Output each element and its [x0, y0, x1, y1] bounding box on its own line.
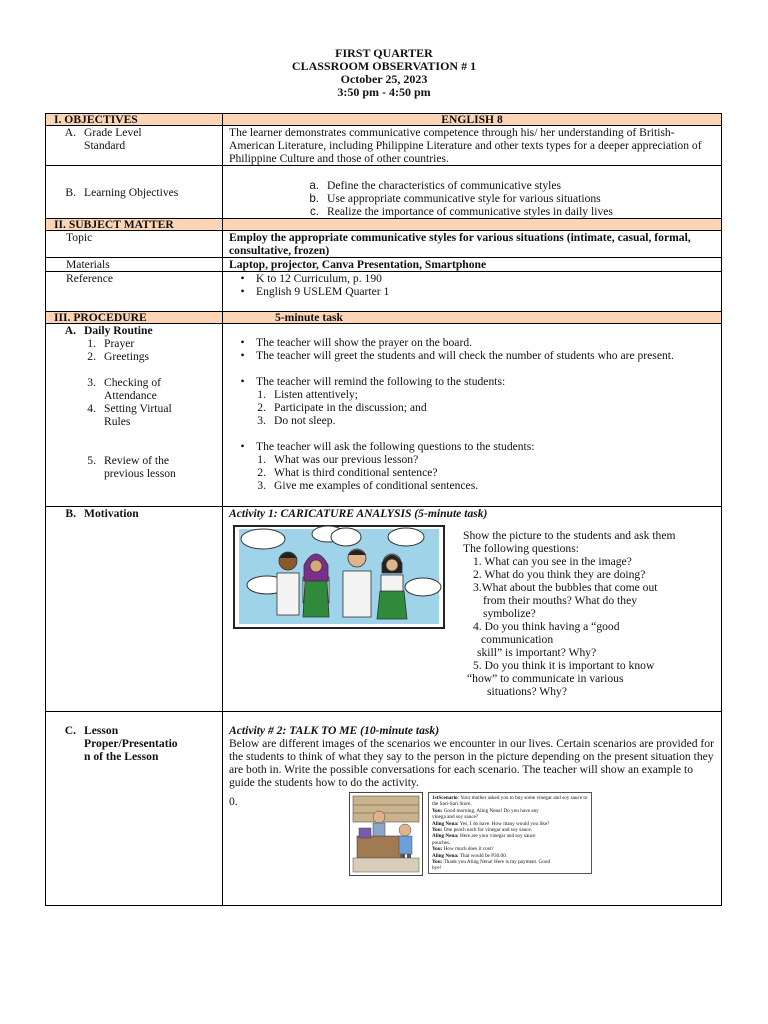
motivation-label: B. Motivation — [65, 507, 139, 520]
scenario-dialogue: 1stScenario: Your mother asked you to buy some vinegar and soy sauce to the Sari-Sari Store. You: Good morning, Aling Nena! Do you have any vinega and soy sauce? Aling Nena: Yes, I do have. How many would you like? You: One peach each for vinegar and soy sauce. Aling Nena: Here are your vinegar and soy sauce pouches. You: How much does it cost? Aling Nena: That would be P30.00. You: Thank you Aling Nena! Here is my payment. Good bye! — [428, 792, 592, 874]
question-line: 3.What about the bubbles that come out — [473, 581, 658, 594]
question-item: 1. What was our previous lesson? — [257, 453, 419, 466]
question-line: situations? Why? — [487, 685, 567, 698]
document-header — [0, 47, 768, 99]
objectives-heading: I. OBJECTIVES — [46, 114, 223, 126]
activity1-title: Activity 1: CARICATURE ANALYSIS (5-minute task) — [229, 507, 488, 520]
lesson-label: C. Lesson Proper/Presentatio n of the Lesson — [64, 724, 178, 763]
question-line: 1. What can you see in the image? — [473, 555, 632, 568]
lesson-plan-table — [45, 113, 722, 906]
topic-row — [46, 231, 722, 258]
materials-label: Materials — [46, 258, 223, 272]
routine-item: 2. Greetings — [87, 350, 150, 363]
procedure-heading-row — [46, 312, 722, 324]
procedure-heading: III. PROCEDURE — [46, 312, 223, 324]
grade-standard-row — [46, 126, 722, 166]
motivation-content — [223, 507, 722, 712]
question-line: symbolize? — [483, 607, 536, 620]
question-line: from their mouths? What do they — [483, 594, 638, 607]
header-date: October 25, 2023 — [340, 72, 428, 86]
daily-routine-row — [46, 324, 722, 507]
materials-text: Laptop, projector, Canva Presentation, Smartphone — [223, 258, 722, 272]
topic-label: Topic — [46, 231, 223, 258]
routine-item: 3. Checking of Attendance — [87, 376, 161, 402]
question-item: 2. What is third conditional sentence? — [257, 466, 438, 479]
header-quarter: FIRST QUARTER — [335, 46, 433, 60]
subject-heading: ENGLISH 8 — [223, 114, 722, 126]
learning-objectives-list: a. Define the characteristics of communicative styles b. Use appropriate communicative style for various situations c. Realize the importance of communicative styles in daily lives — [223, 166, 722, 219]
question-line: 4. Do you think having a “good — [473, 620, 620, 633]
scenario-image — [349, 792, 423, 876]
zero-marker: 0. — [229, 795, 238, 808]
reference-row — [46, 272, 722, 312]
routine-item: 1. Prayer — [87, 337, 135, 350]
objectives-heading-row — [46, 114, 722, 126]
question-line: 2. What do you think they are doing? — [473, 568, 646, 581]
procedure-task: 5-minute task — [223, 312, 722, 324]
question-item: 3. Give me examples of conditional sentences. — [257, 479, 479, 492]
subject-matter-heading-row — [46, 219, 722, 231]
subject-matter-heading: II. SUBJECT MATTER — [46, 219, 223, 231]
learning-objectives-row — [46, 166, 722, 219]
daily-routine-content — [223, 324, 722, 507]
reference-list: • K to 12 Curriculum, p. 190 • English 9 USLEM Quarter 1 — [223, 272, 722, 312]
header-title: CLASSROOM OBSERVATION # 1 — [291, 59, 477, 73]
rule-item: 1. Listen attentively; — [257, 388, 359, 401]
grade-standard-label: A. Grade Level Standard — [64, 126, 142, 152]
routine-item: 5. Review of the previous lesson — [87, 454, 176, 480]
routine-item: 4. Setting Virtual Rules — [87, 402, 172, 428]
materials-row — [46, 258, 722, 272]
daily-routine-label: A. Daily Routine — [64, 324, 153, 337]
activity2-title: Activity # 2: TALK TO ME (10-minute task) — [229, 724, 440, 737]
bullet-item: • The teacher will greet the students and will check the number of students who are present. — [240, 349, 674, 362]
motivation-row — [46, 507, 722, 712]
reference-label: Reference — [46, 272, 223, 312]
rule-item: 2. Participate in the discussion; and — [257, 401, 427, 414]
rule-item: 3. Do not sleep. — [257, 414, 336, 427]
bullet-item: • The teacher will show the prayer on the board. — [240, 336, 473, 349]
question-line: “how” to communicate in various — [467, 672, 624, 685]
question-line: 5. Do you think it is important to know — [473, 659, 655, 672]
lesson-row — [46, 712, 722, 906]
lesson-content — [223, 712, 722, 906]
header-time: 3:50 pm - 4:50 pm — [337, 85, 431, 99]
bullet-item: • The teacher will remind the following to the students: — [240, 375, 506, 388]
question-line: skill” is important? Why? — [477, 646, 597, 659]
caricature-image — [233, 525, 445, 629]
activity1-questions: Show the picture to the students and ask them The following questions: 1. What can you see in the image? 2. What do you think they are doing? 3.What about the bubbles that come out from their mouths? What do they symbolize? 4. Do you think having a “good communication skill” is important? Why? 5. Do you think it is important to know “how” to communicate in various situations? Why? — [463, 529, 753, 698]
question-line: communication — [481, 633, 554, 646]
learning-objectives-label: B. Learning Objectives — [65, 185, 179, 199]
grade-standard-text: The learner demonstrates communicative competence through his/ her understanding of British-American Literature, including Philippine Literature and other texts types for a deeper appreciation of Philippine Culture and those of other countries. — [223, 126, 722, 166]
daily-routine-cell — [46, 324, 223, 507]
bullet-item: • The teacher will ask the following questions to the students: — [240, 440, 535, 453]
topic-text: Employ the appropriate communicative styles for various situations (intimate, casual, formal, consultative, frozen) — [223, 231, 722, 258]
activity2-text: Below are different images of the scenarios we encounter in our lives. Certain scenarios are provided for the students to think of what they say to the person in the picture depending on the present situation they are both in. Write the possible conversations for each scenario. The teacher will show an example to guide the students how to do the activity. — [229, 737, 714, 789]
